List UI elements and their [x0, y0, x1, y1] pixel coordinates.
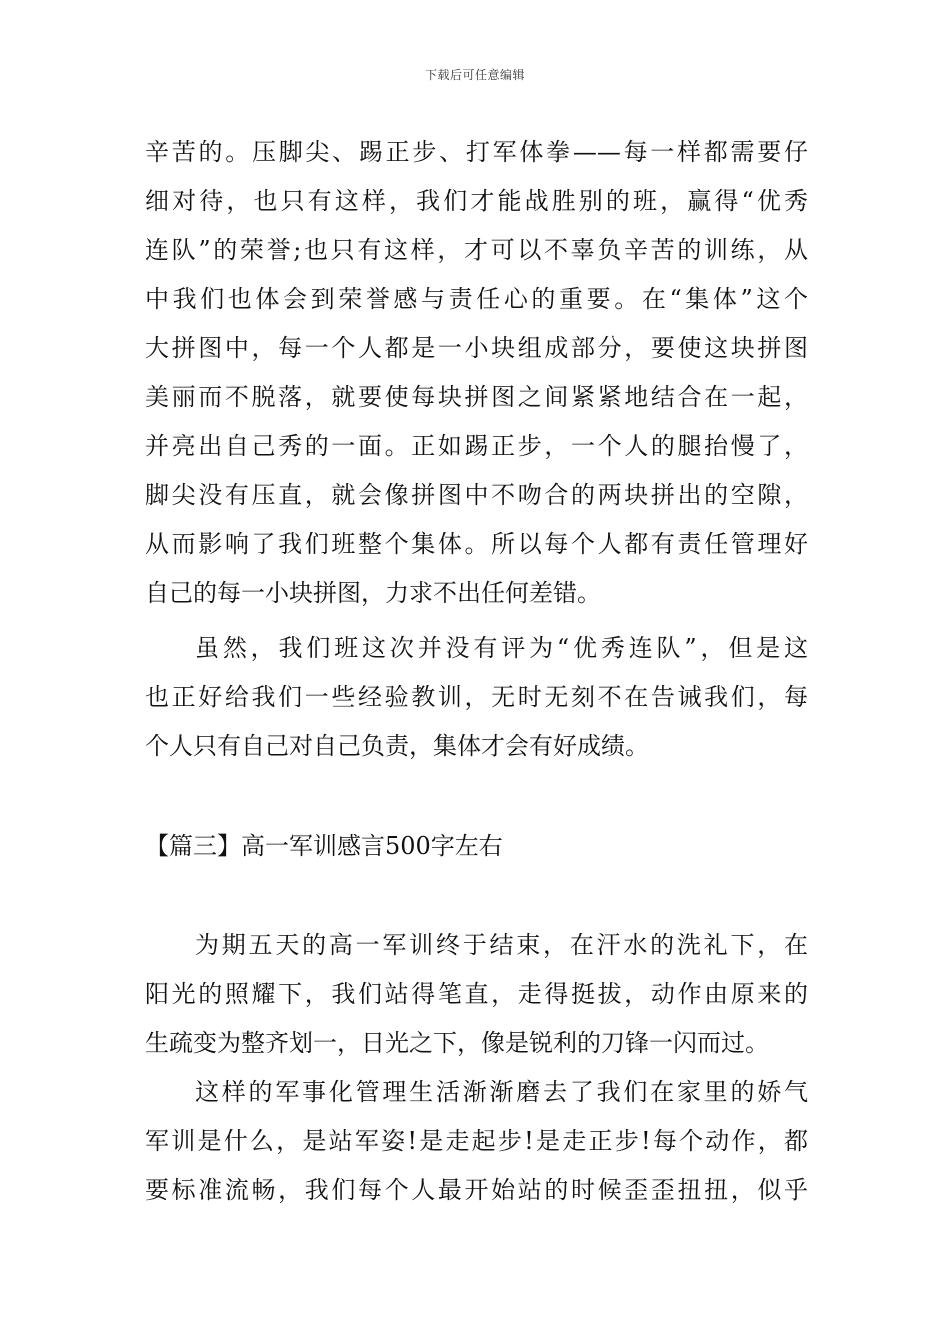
- text-line: 并亮出自己秀的一面。正如踢正步，一个人的腿抬慢了，: [145, 432, 808, 460]
- paragraph-2: [145, 624, 808, 771]
- text-line: 生疏变为整齐划一，日光之下，像是锐利的刀锋一闪而过。: [145, 1029, 769, 1057]
- text-line: 美丽而不脱落，就要使每块拼图之间紧紧地结合在一起，: [145, 383, 808, 411]
- text-line: 也正好给我们一些经验教训，无时无刻不在告诫我们，每: [145, 683, 808, 711]
- text-line: 从而影响了我们班整个集体。所以每个人都有责任管理好: [145, 530, 808, 558]
- section-title: 【篇三】高一军训感言500字左右: [145, 832, 503, 860]
- text-line: 这样的军事化管理生活渐渐磨去了我们在家里的娇气: [195, 1078, 808, 1106]
- text-line: 连队”的荣誉;也只有这样，才可以不辜负辛苦的训练，从: [145, 236, 808, 264]
- paragraph-3: [145, 921, 808, 1068]
- paragraph-1: [145, 128, 808, 618]
- text-line: 为期五天的高一军训终于结束，在汗水的洗礼下，在: [195, 931, 808, 959]
- text-line: 细对待，也只有这样，我们才能战胜别的班，赢得“优秀: [145, 187, 808, 215]
- text-line: 要标准流畅，我们每个人最开始站的时候歪歪扭扭，似乎: [145, 1176, 808, 1204]
- page-header: 下载后可任意编辑: [424, 68, 525, 82]
- text-line: 脚尖没有压直，就会像拼图中不吻合的两块拼出的空隙，: [145, 481, 808, 509]
- text-line: 虽然，我们班这次并没有评为“优秀连队”，但是这: [195, 634, 808, 662]
- text-line: 中我们也体会到荣誉感与责任心的重要。在“集体”这个: [145, 285, 808, 313]
- text-line: 军训是什么，是站军姿!是走起步!是走正步!每个动作，都: [145, 1127, 808, 1155]
- paragraph-4: [145, 1068, 808, 1215]
- text-line: 阳光的照耀下，我们站得笔直，走得挺拔，动作由原来的: [145, 980, 808, 1008]
- text-line: 辛苦的。压脚尖、踢正步、打军体拳——每一样都需要仔: [145, 138, 808, 166]
- text-line: 大拼图中，每一个人都是一小块组成部分，要使这块拼图: [145, 334, 808, 362]
- text-line: 自己的每一小块拼图，力求不出任何差错。: [145, 579, 601, 607]
- text-line: 个人只有自己对自己负责，集体才会有好成绩。: [145, 732, 649, 760]
